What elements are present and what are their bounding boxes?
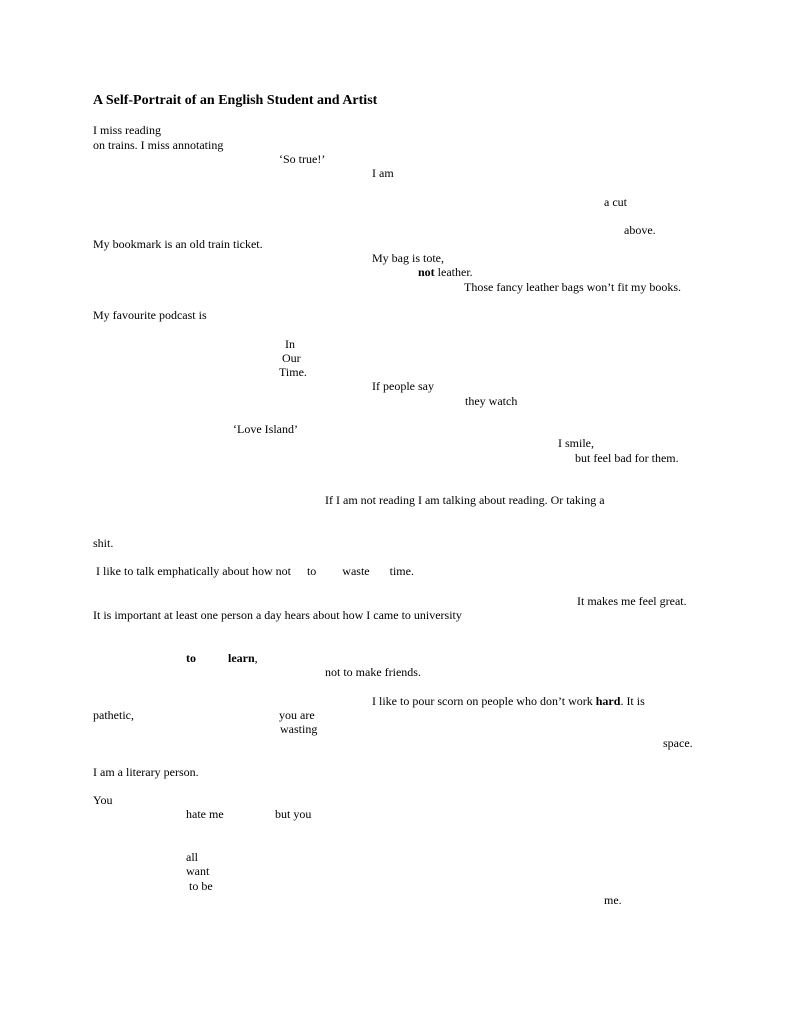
poem-line: pathetic, xyxy=(93,708,134,722)
poem-line: wasting xyxy=(280,722,318,736)
poem-line xyxy=(418,266,473,278)
poem-line: on trains. I miss annotating xyxy=(93,138,224,152)
poem-line: I am xyxy=(372,166,394,180)
poem-line xyxy=(96,565,414,577)
poem-fragment: waste xyxy=(342,564,370,578)
poem-line: space. xyxy=(663,736,693,750)
poem-line: want xyxy=(186,864,210,878)
poem-line: above. xyxy=(624,223,656,237)
poem-line: Those fancy leather bags won’t fit my books. xyxy=(464,280,682,294)
poem-line: Time. xyxy=(279,365,307,379)
poem-line: I am a literary person. xyxy=(93,765,199,779)
poem-line xyxy=(186,652,258,664)
poem-fragment: time. xyxy=(389,564,414,578)
poem-fragment: I like to pour scorn on people who don’t work xyxy=(372,694,596,708)
poem-line: In xyxy=(285,337,295,351)
poem-line: a cut xyxy=(604,195,627,209)
poem-line: to be xyxy=(189,879,213,893)
poem-line: My favourite podcast is xyxy=(93,308,207,322)
poem-line: It makes me feel great. xyxy=(577,594,687,608)
poem-line: all xyxy=(186,850,198,864)
poem-line: My bookmark is an old train ticket. xyxy=(93,237,263,251)
poem-line: but feel bad for them. xyxy=(575,451,679,465)
poem-line: If I am not reading I am talking about reading. Or taking a xyxy=(325,493,605,507)
emphasis-word: hard xyxy=(595,694,621,708)
poem-line: ‘So true!’ xyxy=(279,152,326,166)
poem-line xyxy=(372,695,645,707)
poem-fragment: , xyxy=(254,651,258,665)
poem-fragment: I like to talk emphatically about how not xyxy=(96,564,291,578)
emphasis-word: learn xyxy=(228,651,255,665)
poem-line: Our xyxy=(282,351,301,365)
poem-line: I smile, xyxy=(558,436,594,450)
poem-line: shit. xyxy=(93,536,114,550)
poem-line: My bag is tote, xyxy=(372,251,444,265)
poem-line: I miss reading xyxy=(93,123,161,137)
emphasis-word: not xyxy=(418,265,435,279)
poem-line: but you xyxy=(275,807,312,821)
poem-fragment: . It is xyxy=(620,694,645,708)
poem-line: You xyxy=(93,793,113,807)
poem-line: It is important at least one person a day hears about how I came to university xyxy=(93,608,462,622)
poem-line: me. xyxy=(604,893,622,907)
poem-line: they watch xyxy=(465,394,518,408)
poem-fragment: to xyxy=(306,564,317,578)
poem-line: ‘Love Island’ xyxy=(233,422,298,436)
poem-line: If people say xyxy=(372,379,434,393)
poem-line: not to make friends. xyxy=(325,665,421,679)
poem-title: A Self-Portrait of an English Student and Artist xyxy=(93,93,378,108)
poem-line: hate me xyxy=(186,807,224,821)
emphasis-word: to xyxy=(186,651,196,665)
poem-fragment: leather. xyxy=(434,265,473,279)
poem-line: you are xyxy=(279,708,315,722)
